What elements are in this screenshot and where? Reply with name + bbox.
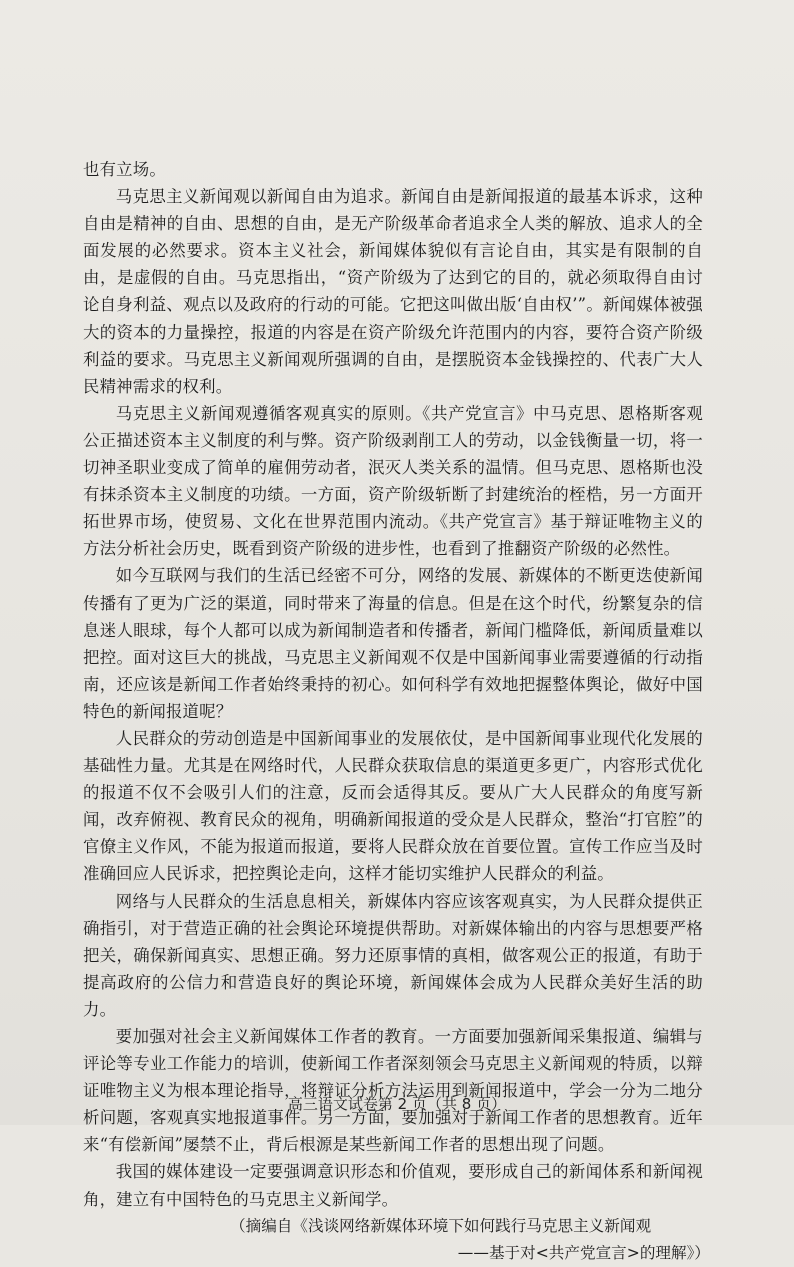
paragraph-news-freedom: 马克思主义新闻观以新闻自由为追求。新闻自由是新闻报道的最基本诉求，这种自由是精神的自由、思想的自由，是无产阶级革命者追求全人类的解放、追求人的全面发展的必然要求。资本主义社会，新闻媒体貌似有言论自由，其实是有限制的自由，是虚假的自由。马克思指出，“资产阶级为了达到它的目的，就必须取得自由讨论自身利益、观点以及政府的行动的可能。它把这叫做出版‘自由权’”。新闻媒体被强大的资本的力量操控，报道的内容是在资产阶级允许范围内的内容，要符合资产阶级利益的要求。马克思主义新闻观所强调的自由，是摆脱资本金钱操控的、代表广大人民精神需求的权利。 <box>83 187 703 396</box>
citation-line-1: （摘编自《浅谈网络新媒体环境下如何践行马克思主义新闻观 <box>230 1216 652 1235</box>
page-footer: 高三语文试卷第 2 页（共 8 页） <box>287 1095 507 1113</box>
paragraph-network-life: 网络与人民群众的生活息息相关，新媒体内容应该客观真实，为人民群众提供正确指引，对于营造正确的社会舆论环境提供帮助。对新媒体输出的内容与思想要严格把关，确保新闻真实、思想正确。努力还原事情的真相，做客观公正的报道，有助于提高政府的公信力和营造良好的舆论环境，新闻媒体会成为人民群众美好生活的助力。 <box>83 891 703 1019</box>
paragraph-media-construction: 我国的媒体建设一定要强调意识形态和价值观，要形成自己的新闻体系和新闻视角，建立有中国特色的马克思主义新闻学。 <box>83 1162 703 1209</box>
article-body <box>83 156 703 1213</box>
citation-line-2: ——基于对<共产党宣言>的理解》） <box>457 1243 710 1262</box>
paragraph-internet-era: 如今互联网与我们的生活已经密不可分，网络的发展、新媒体的不断更迭使新闻传播有了更为广泛的渠道，同时带来了海量的信息。但是在这个时代，纷繁复杂的信息迷人眼球，每个人都可以成为新闻制造者和传播者，新闻门槛降低，新闻质量难以把控。面对这巨大的挑战，马克思主义新闻观不仅是中国新闻事业需要遵循的行动指南，还应该是新闻工作者始终秉持的初心。如何科学有效地把握整体舆论，做好中国特色的新闻报道呢？ <box>83 566 703 721</box>
paragraph-continuation: 也有立场。 <box>83 160 166 179</box>
source-citation <box>230 1213 730 1267</box>
paragraph-objective-truth: 马克思主义新闻观遵循客观真实的原则。《共产党宣言》中马克思、恩格斯客观公正描述资本主义制度的利与弊。资产阶级剥削工人的劳动，以金钱衡量一切，将一切神圣职业变成了简单的雇佣劳动者，泯灭人类关系的温情。但马克思、恩格斯也没有抹杀资本主义制度的功绩。一方面，资产阶级斩断了封建统治的桎梏，另一方面开拓世界市场，使贸易、文化在世界范围内流动。《共产党宣言》基于辩证唯物主义的方法分析社会历史，既看到资产阶级的进步性，也看到了推翻资产阶级的必然性。 <box>83 403 703 559</box>
paragraph-people-masses: 人民群众的劳动创造是中国新闻事业的发展依仗，是中国新闻事业现代化发展的基础性力量。尤其是在网络时代，人民群众获取信息的渠道更多更广，内容形式优化的报道不仅不会吸引人们的注意，反而会适得其反。要从广大人民群众的角度写新闻，改弃俯视、教育民众的视角，明确新闻报道的受众是人民群众，整治“打官腔”的官僚主义作风，不能为报道而报道，要将人民群众放在首要位置。宣传工作应当及时准确回应人民诉求，把控舆论走向，这样才能切实维护人民群众的利益。 <box>83 728 703 884</box>
paragraph-journalist-education: 要加强对社会主义新闻媒体工作者的教育。一方面要加强新闻采集报道、编辑与评论等专业工作能力的培训，使新闻工作者深刻领会马克思主义新闻观的特质，以辩证唯物主义为根本理论指导，将辩证分析方法运用到新闻报道中，学会一分为二地分析问题，客观真实地报道事件。另一方面，要加强对于新闻工作者的思想教育。近年来“有偿新闻”屡禁不止，背后根源是某些新闻工作者的思想出现了问题。 <box>83 1027 703 1155</box>
